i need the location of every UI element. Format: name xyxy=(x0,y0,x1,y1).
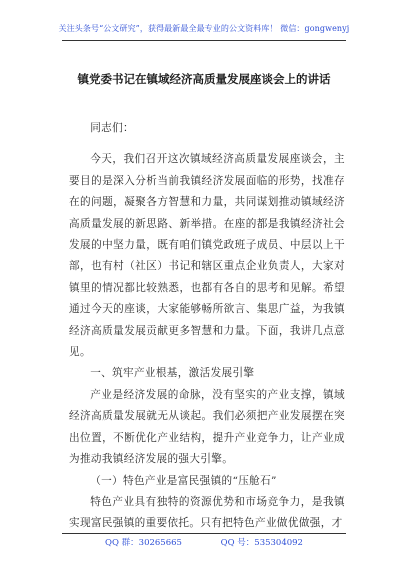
document-body xyxy=(69,118,345,535)
body-paragraph: 特色产业具有独特的资源优势和市场竞争力，是我镇实现富民强镇的重要依托。只有把特色产业做优做强，才 xyxy=(69,495,345,530)
header-banner xyxy=(0,24,408,34)
footer-divider xyxy=(62,533,346,534)
header-text-mid: ，获得最新最全最专业的公文资料库！ 微信： xyxy=(139,24,305,33)
footer-qq-number: QQ 号：535304092 xyxy=(220,538,303,548)
body-paragraph: 今天，我们召开这次镇域经济高质量发展座谈会，主要目的是深入分析当前我镇经济发展面临的形势，找准存在的问题，凝聚各方智慧和力量，共同谋划推动镇域经济高质量发展的新思路、新举措。在座的都是我镇经济社会发展的中坚力量，既有咱们镇党政班子成员、中层以上干部，也有村（社区）书记和辖区重点企业负责人，大家对镇里的情况都比较熟悉，也都有各自的思考和见解。希望通过今天的座谈，大家能够畅所欲言、集思广益，为我镇经济高质量发展贡献更多智慧和力量。下面，我讲几点意见。 xyxy=(69,153,345,359)
header-divider xyxy=(62,40,346,41)
header-wechat-id: gongwenyj xyxy=(304,24,350,33)
subsection-heading: （一）特色产业是富民强镇的“压舱石” xyxy=(90,474,277,487)
section-heading: 一、筑牢产业根基，激活发展引擎 xyxy=(90,367,255,380)
body-paragraph: 产业是经济发展的命脉，没有坚实的产业支撑，镇域经济高质量发展就无从谈起。我们必须把产业发展摆在突出位置，不断优化产业结构，提升产业竞争力，让产业成为推动我镇经济发展的强大引擎。 xyxy=(69,388,345,466)
header-text-prefix: 关注头条号 xyxy=(58,24,100,33)
footer-qq-group: QQ 群：30265665 xyxy=(105,538,182,548)
header-account-name: “公文研究” xyxy=(99,24,140,33)
document-title: 镇党委书记在镇域经济高质量发展座谈会上的讲话 xyxy=(77,72,331,86)
salutation: 同志们： xyxy=(90,122,134,134)
footer-banner xyxy=(0,538,408,548)
